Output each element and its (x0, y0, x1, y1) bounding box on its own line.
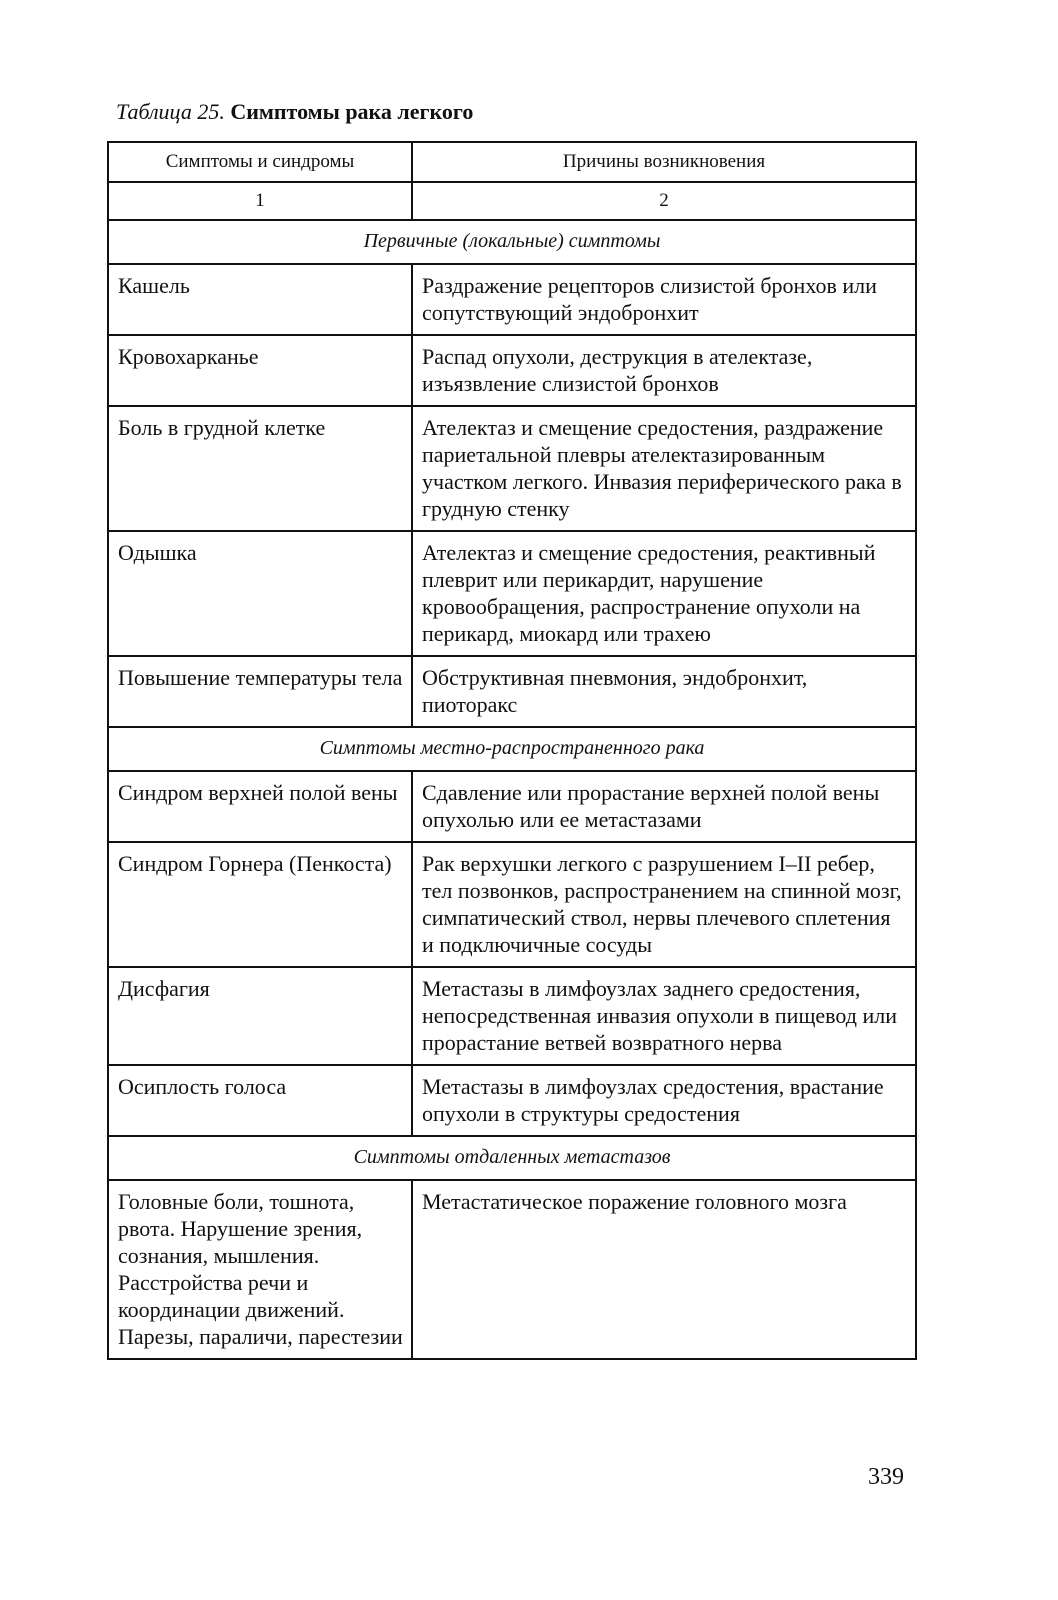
table-row (108, 531, 916, 656)
symptom-cell: Синдром верхней полой вены (108, 771, 412, 842)
symptom-cell: Одышка (108, 531, 412, 656)
cause-cell: Метастазы в лимфоузлах средостения, врастание опухоли в структуры средостения (412, 1065, 916, 1136)
table-row (108, 842, 916, 967)
column-number-1: 1 (108, 182, 412, 220)
table-row (108, 335, 916, 406)
symptom-cell: Повышение температуры тела (108, 656, 412, 727)
column-number-row (108, 182, 916, 220)
table-row (108, 656, 916, 727)
symptom-cell: Боль в грудной клетке (108, 406, 412, 531)
cause-cell: Рак верхушки легкого с разрушением I–II ребер, тел позвонков, распространением на спинной мозг, симпатический ствол, нервы плечевого сплетения и подключичные сосуды (412, 842, 916, 967)
symptoms-table (107, 141, 917, 1360)
section-title-distant-metastases: Симптомы отдаленных метастазов (108, 1136, 916, 1180)
section-heading-row (108, 220, 916, 264)
table-title: Симптомы рака легкого (230, 99, 474, 124)
table-row (108, 771, 916, 842)
section-heading-row (108, 1136, 916, 1180)
cause-cell: Распад опухоли, деструкция в ателектазе, изъязвление слизистой бронхов (412, 335, 916, 406)
section-title-locally-advanced: Симптомы местно-распространенного рака (108, 727, 916, 771)
cause-cell: Ателектаз и смещение средостения, раздражение париетальной плевры ателектазированным участком легкого. Инвазия периферического рака в грудную стенку (412, 406, 916, 531)
symptom-cell: Кровохарканье (108, 335, 412, 406)
section-heading-row (108, 727, 916, 771)
cause-cell: Метастазы в лимфоузлах заднего средостения, непосредственная инвазия опухоли в пищевод или прорастание ветвей возвратного нерва (412, 967, 916, 1065)
page-number: 339 (868, 1464, 904, 1490)
symptom-cell: Синдром Горнера (Пенкоста) (108, 842, 412, 967)
table-header-row (108, 142, 916, 182)
table-label: Таблица 25. (116, 99, 225, 124)
symptom-cell: Кашель (108, 264, 412, 335)
cause-cell: Метастатическое поражение головного мозга (412, 1180, 916, 1359)
table-row (108, 1180, 916, 1359)
symptom-cell: Дисфагия (108, 967, 412, 1065)
cause-cell: Ателектаз и смещение средостения, реактивный плеврит или перикардит, нарушение кровообращения, распространение опухоли на перикард, миокард или трахею (412, 531, 916, 656)
table-row (108, 1065, 916, 1136)
cause-cell: Обструктивная пневмония, эндобронхит, пиоторакс (412, 656, 916, 727)
header-causes: Причины возникновения (412, 142, 916, 182)
symptom-cell: Осиплость голоса (108, 1065, 412, 1136)
table-row (108, 967, 916, 1065)
cause-cell: Сдавление или прорастание верхней полой вены опухолью или ее метастазами (412, 771, 916, 842)
cause-cell: Раздражение рецепторов слизистой бронхов или сопутствующий эндобронхит (412, 264, 916, 335)
table-caption (116, 98, 473, 126)
symptom-cell: Головные боли, тошнота, рвота. Нарушение зрения, сознания, мышления. Расстройства речи и координации движений. Парезы, параличи, парестезии (108, 1180, 412, 1359)
section-title-primary: Первичные (локальные) симптомы (108, 220, 916, 264)
column-number-2: 2 (412, 182, 916, 220)
header-symptoms: Симптомы и синдромы (108, 142, 412, 182)
table-row (108, 264, 916, 335)
table-row (108, 406, 916, 531)
